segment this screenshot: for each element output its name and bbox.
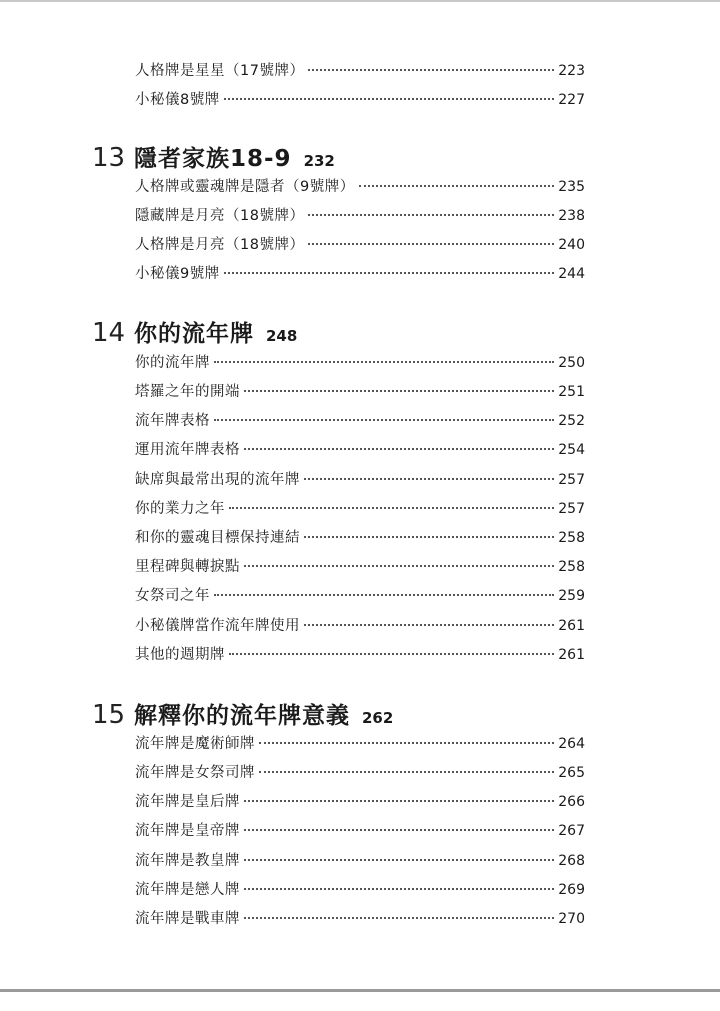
dot-leader bbox=[308, 243, 554, 245]
dot-leader bbox=[224, 98, 555, 100]
entry-page: 267 bbox=[558, 823, 585, 839]
chapter-number: 13 bbox=[92, 143, 126, 173]
toc-entry[interactable] bbox=[135, 733, 585, 755]
entry-page: 251 bbox=[558, 384, 585, 400]
entry-title: 小秘儀8號牌 bbox=[135, 92, 220, 108]
entry-title: 里程碑與轉捩點 bbox=[135, 559, 240, 575]
entry-page: 259 bbox=[558, 588, 585, 604]
entry-page: 265 bbox=[558, 765, 585, 781]
dot-leader bbox=[229, 507, 554, 509]
entry-page: 227 bbox=[558, 92, 585, 108]
entry-page: 223 bbox=[558, 63, 585, 79]
dot-leader bbox=[359, 185, 555, 187]
dot-leader bbox=[308, 214, 554, 216]
entry-page: 254 bbox=[558, 442, 585, 458]
entry-page: 238 bbox=[558, 208, 585, 224]
chapter-page: 248 bbox=[266, 327, 298, 345]
toc-entry[interactable] bbox=[135, 527, 585, 549]
dot-leader bbox=[244, 448, 554, 450]
dot-leader bbox=[229, 653, 554, 655]
toc-entry[interactable] bbox=[135, 205, 585, 227]
entry-page: 257 bbox=[558, 501, 585, 517]
dot-leader bbox=[244, 859, 554, 861]
chapter-heading-13[interactable] bbox=[92, 140, 335, 174]
entry-title: 人格牌或靈魂牌是隱者（9號牌） bbox=[135, 179, 355, 195]
toc-entry[interactable] bbox=[135, 879, 585, 901]
dot-leader bbox=[304, 624, 554, 626]
dot-leader bbox=[244, 565, 554, 567]
entry-title: 塔羅之年的開端 bbox=[135, 384, 240, 400]
entry-page: 270 bbox=[558, 911, 585, 927]
entry-title: 人格牌是星星（17號牌） bbox=[135, 63, 305, 79]
entry-title: 流年牌是教皇牌 bbox=[135, 853, 240, 869]
toc-entry[interactable] bbox=[135, 263, 585, 285]
entry-page: 244 bbox=[558, 266, 585, 282]
entry-title: 小秘儀9號牌 bbox=[135, 266, 220, 282]
top-divider bbox=[0, 0, 720, 2]
entry-title: 流年牌是戀人牌 bbox=[135, 882, 240, 898]
entry-page: 266 bbox=[558, 794, 585, 810]
toc-entry[interactable] bbox=[135, 615, 585, 637]
entry-page: 252 bbox=[558, 413, 585, 429]
entry-title: 流年牌是皇后牌 bbox=[135, 794, 240, 810]
chapter-page: 232 bbox=[303, 152, 335, 170]
entry-title: 你的業力之年 bbox=[135, 501, 225, 517]
entry-page: 268 bbox=[558, 853, 585, 869]
entry-title: 缺席與最常出現的流年牌 bbox=[135, 472, 300, 488]
toc-entry[interactable] bbox=[135, 820, 585, 842]
chapter-page: 262 bbox=[362, 709, 394, 727]
entry-page: 235 bbox=[558, 179, 585, 195]
entry-title: 女祭司之年 bbox=[135, 588, 210, 604]
toc-entry[interactable] bbox=[135, 585, 585, 607]
dot-leader bbox=[304, 478, 554, 480]
entry-title: 流年牌是皇帝牌 bbox=[135, 823, 240, 839]
entry-page: 258 bbox=[558, 530, 585, 546]
toc-entry[interactable] bbox=[135, 556, 585, 578]
chapter-heading-14[interactable] bbox=[92, 315, 297, 349]
toc-entry[interactable] bbox=[135, 762, 585, 784]
toc-entry[interactable] bbox=[135, 176, 585, 198]
entry-title: 流年牌是戰車牌 bbox=[135, 911, 240, 927]
chapter-title: 你的流年牌 bbox=[134, 321, 254, 347]
entry-page: 258 bbox=[558, 559, 585, 575]
entry-title: 隱藏牌是月亮（18號牌） bbox=[135, 208, 305, 224]
toc-entry[interactable] bbox=[135, 644, 585, 666]
entry-title: 和你的靈魂目標保持連結 bbox=[135, 530, 300, 546]
chapter-title: 隱者家族18-9 bbox=[134, 146, 292, 172]
toc-entry[interactable] bbox=[135, 381, 585, 403]
dot-leader bbox=[259, 771, 554, 773]
dot-leader bbox=[308, 69, 554, 71]
dot-leader bbox=[244, 390, 554, 392]
dot-leader bbox=[224, 272, 555, 274]
chapter-number: 15 bbox=[92, 700, 126, 730]
chapter-number: 14 bbox=[92, 318, 126, 348]
toc-entry[interactable] bbox=[135, 908, 585, 930]
toc-entry[interactable] bbox=[135, 850, 585, 872]
entry-title: 其他的週期牌 bbox=[135, 647, 225, 663]
toc-entry[interactable] bbox=[135, 498, 585, 520]
entry-title: 人格牌是月亮（18號牌） bbox=[135, 237, 305, 253]
dot-leader bbox=[214, 594, 554, 596]
chapter-heading-15[interactable] bbox=[92, 697, 393, 731]
dot-leader bbox=[244, 917, 554, 919]
dot-leader bbox=[214, 419, 554, 421]
entry-page: 257 bbox=[558, 472, 585, 488]
entry-page: 269 bbox=[558, 882, 585, 898]
dot-leader bbox=[214, 361, 554, 363]
dot-leader bbox=[244, 800, 554, 802]
entry-title: 你的流年牌 bbox=[135, 355, 210, 371]
entry-title: 流年牌是女祭司牌 bbox=[135, 765, 255, 781]
toc-entry[interactable] bbox=[135, 234, 585, 256]
toc-entry[interactable] bbox=[135, 469, 585, 491]
toc-entry[interactable] bbox=[135, 791, 585, 813]
toc-entry[interactable] bbox=[135, 60, 585, 82]
dot-leader bbox=[304, 536, 554, 538]
entry-page: 261 bbox=[558, 618, 585, 634]
toc-entry[interactable] bbox=[135, 410, 585, 432]
dot-leader bbox=[244, 888, 554, 890]
entry-title: 運用流年牌表格 bbox=[135, 442, 240, 458]
chapter-title: 解釋你的流年牌意義 bbox=[134, 703, 350, 729]
entry-page: 240 bbox=[558, 237, 585, 253]
entry-title: 流年牌是魔術師牌 bbox=[135, 736, 255, 752]
entry-title: 流年牌表格 bbox=[135, 413, 210, 429]
dot-leader bbox=[259, 742, 554, 744]
dot-leader bbox=[244, 829, 554, 831]
entry-title: 小秘儀牌當作流年牌使用 bbox=[135, 618, 300, 634]
toc-entry[interactable] bbox=[135, 439, 585, 461]
entry-page: 250 bbox=[558, 355, 585, 371]
bottom-divider bbox=[0, 989, 720, 992]
entry-page: 261 bbox=[558, 647, 585, 663]
toc-entry[interactable] bbox=[135, 89, 585, 111]
toc-entry[interactable] bbox=[135, 352, 585, 374]
entry-page: 264 bbox=[558, 736, 585, 752]
